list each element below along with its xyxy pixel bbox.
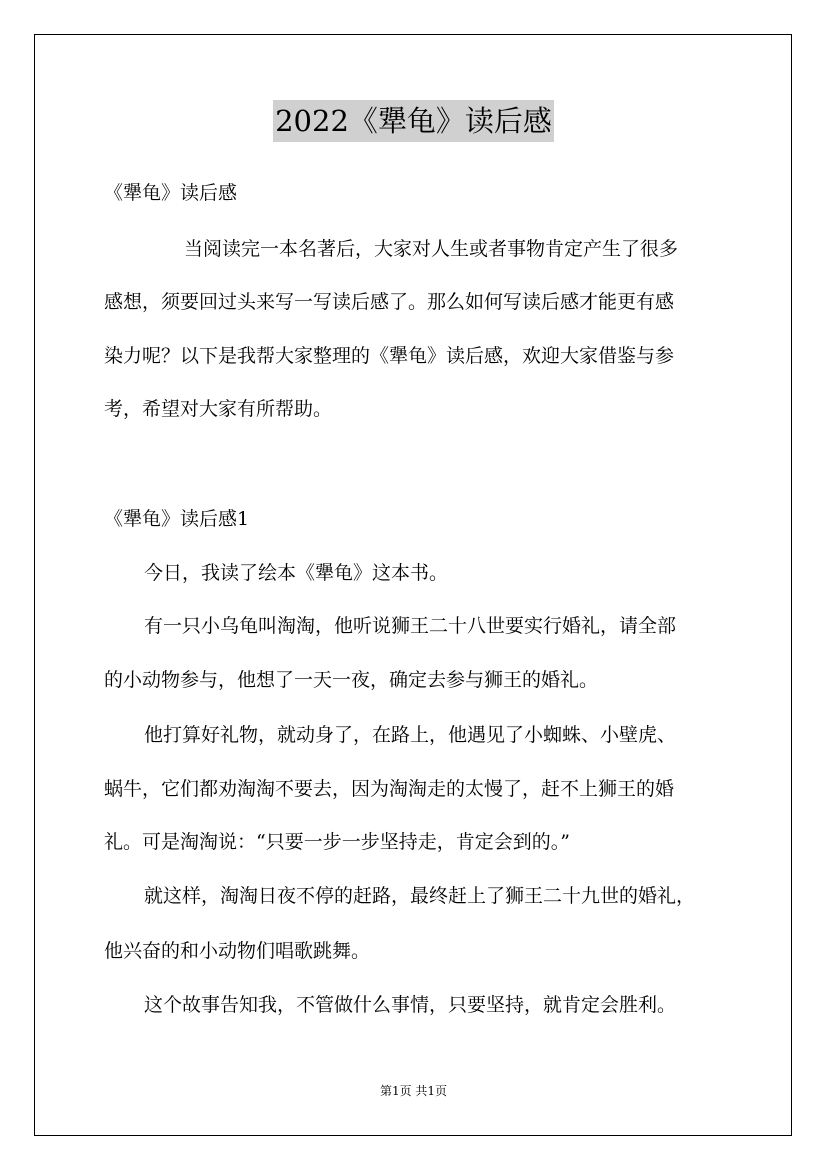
body-line: 他打算好礼物，就动身了，在路上，他遇见了小蜘蛛、小壁虎、	[144, 724, 677, 746]
body-line: 他兴奋的和小动物们唱歌跳舞。	[104, 940, 371, 962]
body-line: 有一只小乌龟叫淘淘，他听说狮王二十八世要实行婚礼，请全部	[144, 615, 677, 637]
document-title: 2022《犟龟》读后感	[273, 100, 554, 142]
body-line: 礼。可是淘淘说：“只要一步一步坚持走，肯定会到的。”	[104, 831, 570, 853]
intro-line: 当阅读完一本名著后，大家对人生或者事物肯定产生了很多	[184, 238, 679, 260]
intro-line: 感想，须要回过头来写一写读后感了。那么如何写读后感才能更有感	[104, 291, 675, 313]
subtitle: 《犟龟》读后感	[104, 182, 238, 204]
body-line: 这个故事告知我，不管做什么事情，只要坚持，就肯定会胜利。	[144, 994, 677, 1016]
intro-line: 染力呢？以下是我帮大家整理的《犟龟》读后感，欢迎大家借鉴与参	[104, 345, 675, 367]
body-line: 的小动物参与，他想了一天一夜，确定去参与狮王的婚礼。	[104, 669, 599, 691]
body-line: 今日，我读了绘本《犟龟》这本书。	[144, 562, 449, 584]
document-title-block	[0, 100, 827, 142]
section-heading: 《犟龟》读后感1	[104, 508, 250, 530]
page-footer: 第1页 共1页	[379, 1084, 448, 1098]
body-line: 就这样，淘淘日夜不停的赶路，最终赶上了狮王二十九世的婚礼，	[144, 885, 696, 907]
body-line: 蜗牛，它们都劝淘淘不要去，因为淘淘走的太慢了，赶不上狮王的婚	[104, 778, 675, 800]
intro-line: 考，希望对大家有所帮助。	[104, 398, 333, 420]
